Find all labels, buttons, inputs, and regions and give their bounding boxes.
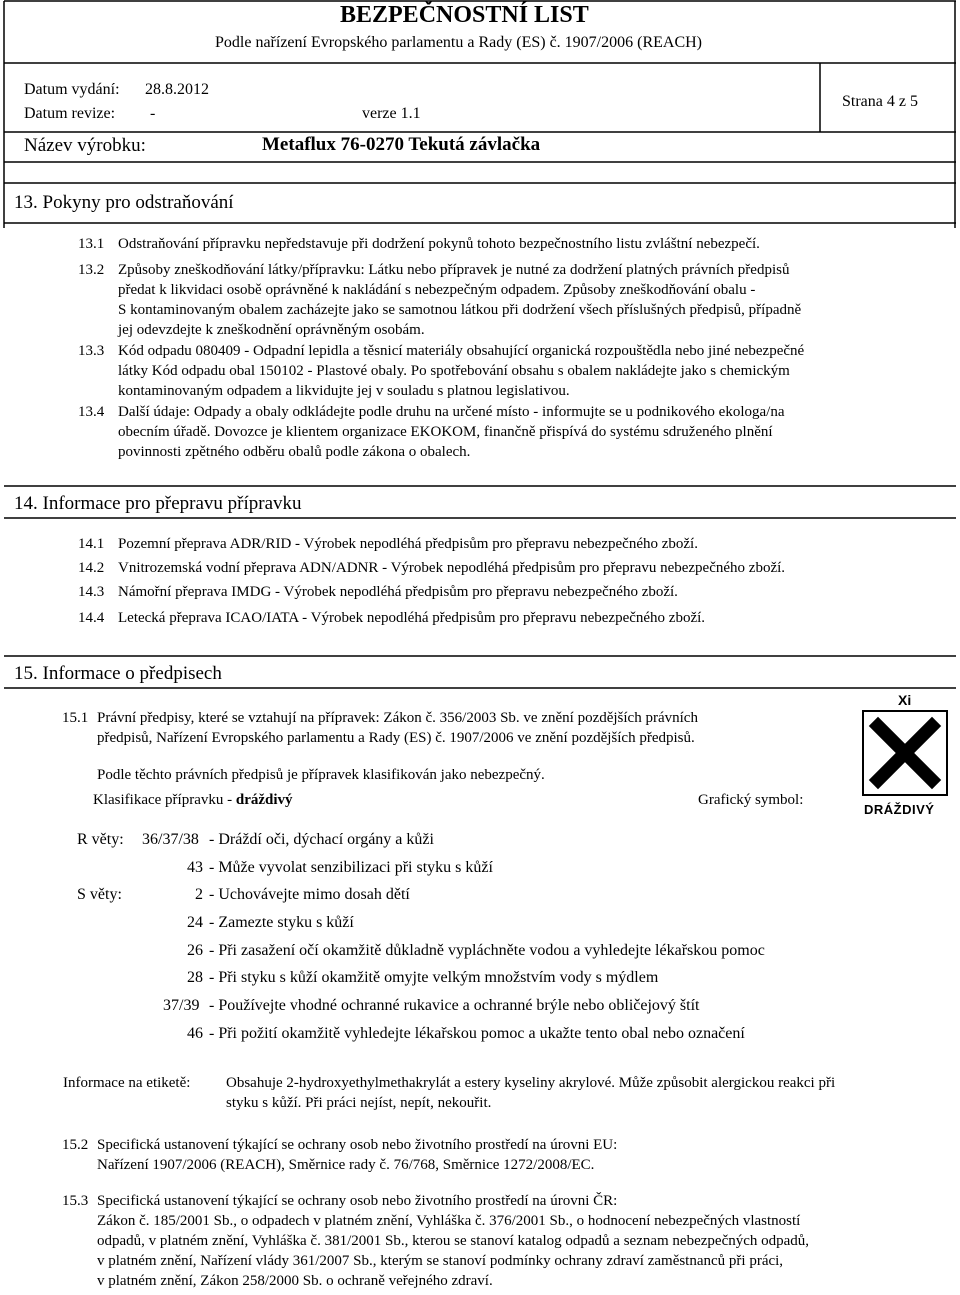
item-14-1-number: 14.1	[78, 536, 105, 552]
hazard-caption: DRÁŽDIVÝ	[864, 802, 935, 817]
page-number: Strana 4 z 5	[842, 93, 918, 110]
hazard-code: Xi	[898, 692, 912, 708]
item-15-3-line: Specifická ustanovení týkající se ochrany osob nebo životního prostředí na úrovni ČR:	[97, 1193, 618, 1209]
item-14-3-number: 14.3	[78, 584, 105, 600]
r-phrases-label: R věty:	[77, 831, 124, 848]
s-phrase-code: 26	[187, 942, 203, 959]
item-13-4-number: 13.4	[78, 404, 105, 420]
item-13-3-line: Kód odpadu 080409 - Odpadní lepidla a těsnicí materiály obsahující organická rozpouštědla nebo jiné nebezpečné	[118, 343, 805, 359]
issue-date: 28.8.2012	[145, 81, 209, 98]
issue-date-label: Datum vydání:	[24, 81, 120, 98]
s-phrase-text: - Při styku s kůží okamžitě omyjte velkým množstvím vody s mýdlem	[209, 969, 659, 986]
r-phrase-code: 36/37/38	[142, 831, 199, 848]
classification-value: dráždivý	[235, 792, 293, 808]
product-name-label: Název výrobku:	[24, 135, 146, 156]
item-15-1-line: předpisů, Nařízení Evropského parlamentu a Rady (ES) č. 1907/2006 ve znění pozdějších předpisů.	[97, 730, 695, 746]
classification-label	[93, 790, 293, 810]
revision-date: -	[150, 105, 156, 122]
item-13-4-line: Další údaje: Odpady a obaly odkládejte podle druhu na určené místo - informujte se u podnikového ekologa/na	[118, 404, 785, 420]
item-15-3-line: odpadů, v platném znění, Vyhláška č. 381/2001 Sb., kterou se stanoví katalog odpadů a seznam nebezpečných odpadů,	[97, 1233, 810, 1249]
s-phrase-text: - Zamezte styku s kůží	[209, 914, 354, 931]
item-13-2-line: jej odevzdejte k zneškodnění oprávněným osobám.	[118, 322, 425, 338]
s-phrases-label: S věty:	[77, 886, 122, 903]
item-13-2-number: 13.2	[78, 262, 105, 278]
s-phrase-text: - Při požití okamžitě vyhledejte lékařskou pomoc a ukažte tento obal nebo označení	[209, 1025, 745, 1042]
label-info-line: styku s kůží. Při práci nejíst, nepít, nekouřit.	[226, 1095, 492, 1111]
item-15-1-line: Právní předpisy, které se vztahují na přípravek: Zákon č. 356/2003 Sb. ve znění pozdějších právních	[97, 710, 698, 726]
item-14-2-text: Vnitrozemská vodní přeprava ADN/ADNR - Výrobek nepodléhá předpisům pro přepravu nebezpečného zboží.	[118, 560, 786, 576]
r-phrase-text: - Může vyvolat senzibilizaci při styku s kůží	[209, 859, 493, 876]
item-15-2-line: Nařízení 1907/2006 (REACH), Směrnice rady č. 76/768, Směrnice 1272/2008/EC.	[97, 1157, 595, 1173]
product-name: Metaflux 76-0270 Tekutá závlačka	[262, 134, 541, 155]
s-phrase-code: 24	[187, 914, 203, 931]
item-13-1-line: Odstraňování přípravku nepředstavuje při dodržení pokynů tohoto bezpečnostního listu zvláštní nebezpečí.	[118, 236, 760, 252]
section-14-heading: 14. Informace pro přepravu přípravku	[14, 493, 302, 514]
s-phrase-text: - Uchovávejte mimo dosah dětí	[209, 886, 410, 903]
item-14-4-number: 14.4	[78, 610, 105, 626]
section-13-heading: 13. Pokyny pro odstraňování	[14, 192, 234, 213]
item-13-3-line: kontaminovaným odpadem a likvidujte jej v souladu s platnou legislativou.	[118, 383, 570, 399]
item-13-2-line: Způsoby zneškodňování látky/přípravku: Látku nebo přípravek je nutné za dodržení platných právních předpisů	[118, 262, 790, 278]
graphic-symbol-label: Grafický symbol:	[698, 792, 804, 808]
revision-date-label: Datum revize:	[24, 105, 116, 122]
s-phrase-code: 2	[195, 886, 203, 903]
label-info-label: Informace na etiketě:	[63, 1075, 191, 1091]
item-13-2-line: předat k likvidaci osobě oprávněné k nakládání s nebezpečným odpadem. Způsoby zneškodňování obalu -	[118, 282, 756, 298]
item-15-2-line: Specifická ustanovení týkající se ochrany osob nebo životního prostředí na úrovni EU:	[97, 1137, 618, 1153]
s-phrase-code: 46	[187, 1025, 203, 1042]
hazard-x-icon	[862, 710, 948, 796]
item-13-1-number: 13.1	[78, 236, 105, 252]
classification-statement: Podle těchto právních předpisů je přípravek klasifikován jako nebezpečný.	[97, 767, 545, 783]
r-phrase-code: 43	[187, 859, 203, 876]
item-15-3-line: Zákon č. 185/2001 Sb., o odpadech v platném znění, Vyhláška č. 376/2001 Sb., o hodnocení nebezpečných vlastností	[97, 1213, 801, 1229]
item-13-3-number: 13.3	[78, 343, 105, 359]
section-15-heading: 15. Informace o předpisech	[14, 663, 222, 684]
item-14-3-text: Námořní přeprava IMDG - Výrobek nepodléhá předpisům pro přepravu nebezpečného zboží.	[118, 584, 678, 600]
version: verze 1.1	[362, 105, 421, 122]
s-phrase-code: 28	[187, 969, 203, 986]
item-15-2-number: 15.2	[62, 1137, 89, 1153]
s-phrase-text: - Používejte vhodné ochranné rukavice a ochranné brýle nebo obličejový štít	[209, 997, 700, 1014]
s-phrase-code: 37/39	[163, 997, 200, 1014]
item-15-3-line: v platném znění, Nařízení vlády 361/2007 Sb., kterým se stanoví podmínky ochrany zdraví zaměstnanců při práci,	[97, 1253, 784, 1269]
document-subtitle: Podle nařízení Evropského parlamentu a Rady (ES) č. 1907/2006 (REACH)	[215, 34, 702, 51]
item-13-4-line: obecním úřadě. Dovozce je klientem organizace EKOKOM, finančně přispívá do systému sdruženého plnění	[118, 424, 773, 440]
r-phrase-text: - Dráždí oči, dýchací orgány a kůži	[209, 831, 434, 848]
classification-label-text: Klasifikace přípravku -	[93, 792, 233, 808]
hazard-symbol	[860, 690, 950, 820]
label-info-line: Obsahuje 2-hydroxyethylmethakrylát a estery kyseliny akrylové. Může způsobit alergickou reakci při	[226, 1075, 836, 1091]
item-13-2-line: S kontaminovaným obalem zacházejte jako se samotnou látkou při dodržení všech příslušných předpisů, případně	[118, 302, 802, 318]
item-14-1-text: Pozemní přeprava ADR/RID - Výrobek nepodléhá předpisům pro přepravu nebezpečného zboží.	[118, 536, 698, 552]
item-13-4-line: povinnosti zpětného odběru obalů podle zákona o obalech.	[118, 444, 471, 460]
item-13-3-line: látky Kód odpadu obal 150102 - Plastové obaly. Po spotřebování obsahu s obalem nakládejte jako s chemickým	[118, 363, 790, 379]
item-15-1-number: 15.1	[62, 710, 89, 726]
s-phrase-text: - Při zasažení očí okamžitě důkladně vypláchněte vodou a vyhledejte lékařskou pomoc	[209, 942, 765, 959]
document-title: BEZPEČNOSTNÍ LIST	[340, 2, 589, 28]
item-15-3-number: 15.3	[62, 1193, 89, 1209]
item-15-3-line: v platném znění, Zákon 258/2000 Sb. o ochraně veřejného zdraví.	[97, 1273, 493, 1289]
item-14-2-number: 14.2	[78, 560, 105, 576]
item-14-4-text: Letecká přeprava ICAO/IATA - Výrobek nepodléhá předpisům pro přepravu nebezpečného zboží.	[118, 610, 706, 626]
